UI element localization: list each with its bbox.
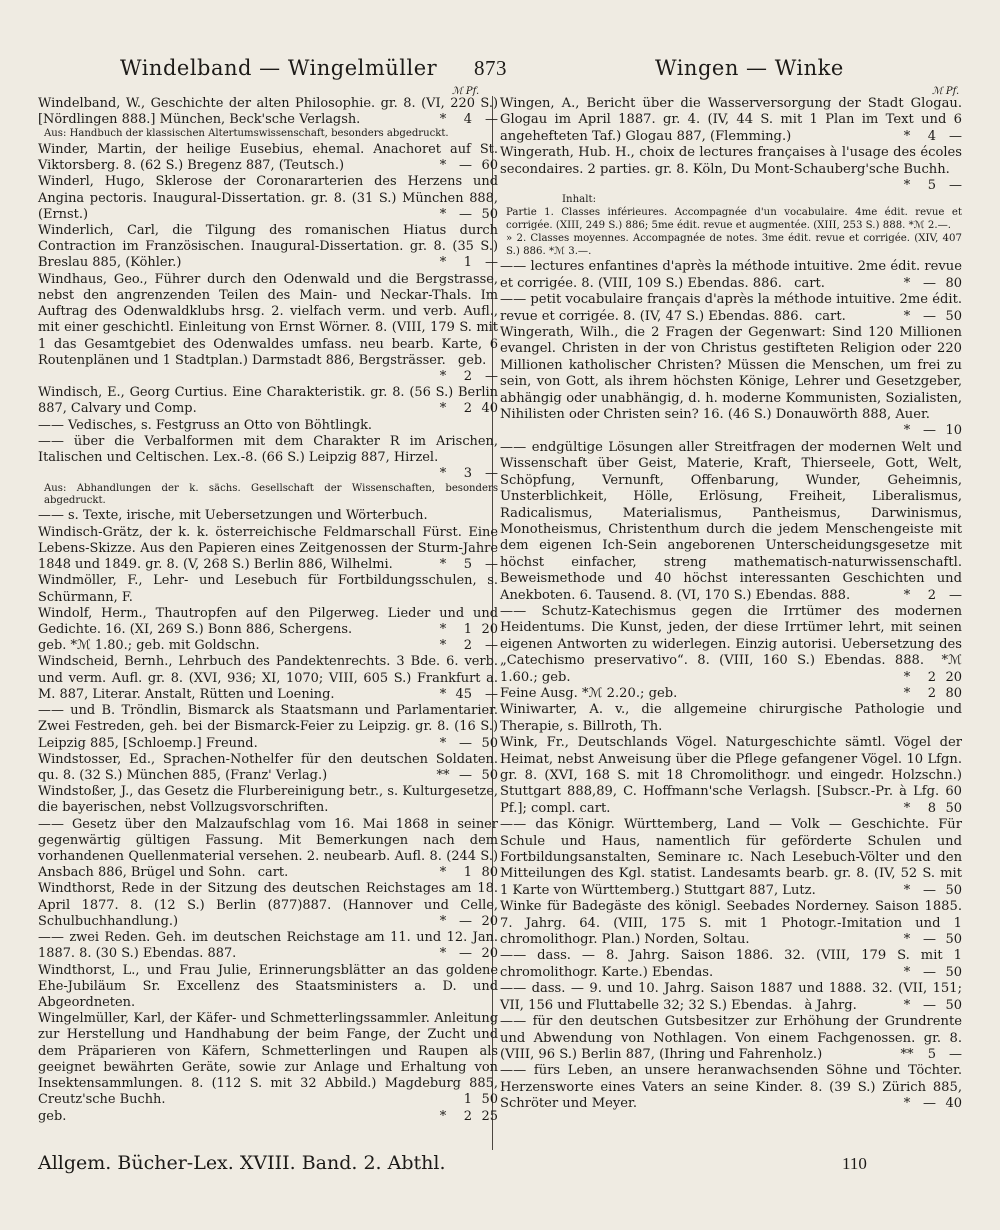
entry-text: —— lectures enfantines d'après la méthode intuitive. 2me édit. revue et corrigée. 8. (VIII, 109 S.) Ebendas. 886. [500,259,962,291]
entry-binding: cart. [814,308,846,324]
price-star: * [903,587,911,603]
entry-text: Windisch-Grätz, der k. k. österreichische Feldmarschall Fürst. Eine Lebens-Skizze. Aus den Papieren eines Zeitgenossen der Sturm-Jahre 1848 und 1849. gr. 8. (V, 268 S.) Berlin 886, Wilhelmi. [38,524,498,573]
price-pfennig: 80 [481,865,498,881]
price-star: * [439,368,447,384]
catalog-entry [38,638,498,654]
entry-price [436,946,498,962]
price-pfennig: 50 [945,932,962,948]
price-mark: 2 [463,638,472,654]
price-mark: 45 [455,686,472,702]
price-pfennig: — [949,128,962,144]
catalog-entry [38,963,498,1012]
entry-text: —— s. Texte, irische, mit Uebersetzungen und Wörterbuch. [38,508,428,524]
price-star: * [439,1108,447,1124]
entry-price [436,418,498,434]
price-mark: — [923,275,936,291]
price-pfennig: 40 [481,401,498,417]
entry-price [900,883,962,899]
price-mark: 2 [463,368,472,384]
entry-text: —— fürs Leben, an unsere heranwachsenden Söhne und Töchter. Herzensworte eines Vaters an seine Kinder. 8. (39 S.) Zürich 885, Schröter und Meyer. [500,1063,962,1112]
catalog-entry [38,385,498,417]
entry-text: —— das Königr. Württemberg, Land — Volk — Geschichte. Für Schule und Haus, namentlich für geförderte Schulen und Fortbildungsanstalten, Seminare ɪc. Nach Lesebuch-Völter und den Mitteilungen des Kgl. statist. Landesamts bearb. gr. 8. (IV, 52 S. mit 1 Karte von Württemberg.) Stuttgart 887, Lutz. [500,817,962,898]
price-pfennig: — [485,112,498,128]
price-column-label-left: ℳ Pf. [452,86,480,97]
entry-price [436,1109,498,1125]
price-mark: — [923,997,936,1013]
entry-price [436,800,498,816]
entry-text: —— über die Verbalformen mit dem Charakter R im Arischen, Italischen und Celtischen. Lex.-8. (66 S.) Leipzig 887, Hirzel. [38,433,498,466]
entry-text: —— Schutz-Katechismus gegen die Irrtümer des modernen Heidentums. Die Kunst, jeden, der diese Irrtümer lehrt, mit seinen eigenen Antworten zu widerlegen. Einzig autorisi. Uebersetzung des „Catechismo preservativo“. 8. (VIII, 160 S.) Ebendas. 888. [500,603,962,669]
price-pfennig: 50 [481,206,498,222]
catalog-entry [38,817,498,882]
entry-binding: cart. [794,275,825,291]
entry-price [900,998,962,1014]
running-head-left: Windelband — Wingelmüller [120,56,438,80]
entry-text: Windscheid, Bernh., Lehrbuch des Pandektenrechts. 3 Bde. 6. verb. und verm. Aufl. gr. 8. (XVI, 936; XI, 1070; VIII, 605 S.) Frankfurt a. M. 887, Literar. Anstalt, Rütten und Loening. [38,654,498,702]
catalog-entry [500,440,962,604]
catalog-entry [38,881,498,930]
entry-price [900,129,962,145]
right-column [500,96,962,1113]
catalog-entry [500,686,962,702]
price-pfennig: 50 [945,964,962,980]
entry-price [436,736,498,752]
catalog-entry [500,96,962,145]
price-star: * [903,932,911,948]
catalog-entry [500,259,962,292]
price-pfennig: 50 [945,800,962,816]
entry-binding: à Jahrg. [804,997,857,1013]
entry-text: geb. *ℳ 1.80.; geb. mit Goldschn. [38,638,260,654]
price-star: * [439,946,447,962]
catalog-entry [500,292,962,325]
price-star: * [903,128,911,144]
entry-text: —— endgültige Lösungen aller Streitfragen der modernen Welt und Wissenschaft über Geist, Materie, Kraft, Thierseele, Gott, Welt, Schöpfung, Vernunft, Offenbarung, Wunder, Geheimnis, Unsterblichkeit, Hölle, Erlösung, Freiheit, Liberalismus, Radicalismus, Materialismus, Pantheismus, Darwinismus, Monotheismus, Christenthum durch die jedem Menschengeiste mit dem eigenen Ich-Sein angeborenen Unterscheidungsgesetze mit höchst einfacher, streng mathematisch-naturwissenschaftl. Beweismethode und 40 höchst interessanten Geschichten und Anekboten. 6. Tausend. 8. (VI, 170 S.) Ebendas. 888. [500,439,962,603]
catalog-entry [38,654,498,703]
catalog-entry [38,930,498,962]
price-pfennig: 50 [481,1092,498,1108]
entry-text: Windthorst, L., und Frau Julie, Erinnerungsblätter an das goldene Ehe-Jubiläum Sr. Excellenz des Staatsministers a. D. und Abgeordneten. [38,962,498,1010]
price-mark: — [459,735,472,751]
entry-text: Windstoßer, J., das Gesetz die Flurbereinigung betr., s. Kulturgesetze, die bayerischen, nebst Vollzugsvorschriften. [38,784,498,816]
entry-price [436,401,498,417]
price-pfennig: 50 [481,735,498,751]
price-mark: — [923,308,936,324]
price-pfennig: — [485,368,498,384]
entry-text: —— zwei Reden. Geh. im deutschen Reichstage am 11. und 12. Jan. 1887. 8. (30 S.) Ebendas. 887. [38,930,498,962]
price-mark: 5 [927,178,936,194]
price-pfennig: — [949,1046,962,1062]
entry-text: Feine Ausg. *ℳ 2.20.; geb. [500,685,678,701]
entry-text: Winder, Martin, der heilige Eusebius, ehemal. Anachoret auf St. Viktorsberg. 8. (62 S.) Bregenz 887, (Teutsch.) [38,141,498,174]
price-mark: — [459,767,472,783]
entry-text: Winke für Badegäste des königl. Seebades Norderney. Saison 1885. 7. Jahrg. 64. (VIII, 175 S. mit 1 Photogr.-Imitation und 1 chromolithogr. Plan.) Norden, Soltau. [500,899,962,948]
price-star: * [439,466,447,482]
entry-price [436,112,498,128]
price-mark: 2 [927,587,936,603]
price-pfennig: — [485,255,498,271]
price-star: ** [436,767,450,783]
catalog-entry [500,145,962,194]
catalog-entry [38,1109,498,1125]
catalog-entry [500,817,962,899]
price-star: * [439,865,447,881]
price-pfennig: — [485,638,498,654]
price-pfennig: — [485,557,498,573]
catalog-entry [38,434,498,483]
catalog-entry [38,1011,498,1108]
footer-sheet-number: 110 [842,1154,867,1173]
price-star: * [903,964,911,980]
entry-note: » 2. Classes moyennes. Accompagnée de notes. 3me édit. revue et corrigée. (XIV, 407 S.) 886. *ℳ 3.—. [506,233,962,257]
price-star: * [903,997,911,1013]
price-mark: 8 [927,800,936,816]
entry-text: Wingen, A., Bericht über die Wasserversorgung der Stadt Glogau. Glogau im April 1887. gr. 4. (IV, 44 S. mit 1 Plan im Text und 6 angehefteten Taf.) Glogau 887, (Flemming.) [500,96,962,144]
entry-text: —— dass. — 8. Jahrg. Saison 1886. 32. (VIII, 179 S. mit 1 chromolithogr. Karte.) Ebendas. [500,948,962,980]
price-mark: — [923,1096,936,1112]
price-mark: — [459,206,472,222]
price-pfennig: 80 [945,685,962,701]
catalog-entry [38,784,498,816]
catalog-entry [38,418,498,434]
price-star: * [439,638,447,654]
entry-text: Windthorst, Rede in der Sitzung des deutschen Reichstages am 18. April 1877. 8. (12 S.) Berlin (877)887. (Hannover und Celle, Schulbuchhandlung.) [38,881,498,929]
price-star: * [439,401,447,417]
catalog-entry [38,142,498,174]
price-pfennig: 50 [945,308,962,324]
price-pfennig: — [949,178,962,194]
catalog-entry [500,325,962,440]
page-number: 873 [474,56,507,80]
price-pfennig: 25 [481,1108,498,1124]
entry-price [900,1096,962,1112]
price-column-label-right: ℳ Pf. [932,86,960,97]
entry-text: —— Gesetz über den Malzaufschlag vom 16. Mai 1868 in seiner gegenwärtig gültigen Fassung. Mit Bemerkungen nach dem vorhandenen Quellenmaterial versehen. 2. neubearb. Aufl. 8. (244 S.) Ansbach 886, Brügel und Sohn. [38,816,498,881]
entry-price [900,932,962,948]
price-star: * [439,913,447,929]
entry-text: —— Vedisches, s. Festgruss an Otto von Böhtlingk. [38,417,373,433]
entry-text: Winiwarter, A. v., die allgemeine chirurgische Pathologie und Therapie, s. Billroth, Th. [500,702,962,734]
price-star: * [903,1096,911,1112]
price-star: * [903,800,911,816]
price-mark: 4 [927,128,936,144]
entry-price [436,687,498,703]
entry-text: Windelband, W., Geschichte der alten Philosophie. gr. 8. (VI, 220 S.) [Nördlingen 888.] München, Beck'sche Verlagsh. [38,96,498,128]
entry-price [436,768,498,784]
entry-price [436,255,498,271]
entry-price [436,207,498,223]
catalog-entry [38,174,498,223]
price-mark: — [923,882,936,898]
entry-price [900,588,962,604]
entry-text: Wingerath, Hub. H., choix de lectures françaises à l'usage des écoles secondaires. 2 parties. gr. 8. Köln, Du Mont-Schauberg'sche Buchh. [500,145,962,177]
entry-text: —— dass. — 9. und 10. Jahrg. Saison 1887 und 1888. 32. (VII, 151; VII, 156 und Fluttabelle 32; 32 S.) Ebendas. [500,981,962,1013]
price-mark: 2 [463,401,472,417]
price-mark: 1 [463,255,472,271]
entry-price [900,801,962,817]
entry-text: Windstosser, Ed., Sprachen-Nothelfer für den deutschen Soldaten. qu. 8. (32 S.) München 885, (Franz' Verlag.) [38,751,498,783]
catalog-entry [500,981,962,1014]
price-star: * [903,423,911,439]
entry-text: —— petit vocabulaire français d'après la méthode intuitive. 2me édit. revue et corrigée. 8. (IV, 47 S.) Ebendas. 886. [500,292,962,324]
price-pfennig: 50 [945,882,962,898]
price-mark: 5 [927,1046,936,1062]
price-pfennig: 20 [481,946,498,962]
price-star: * [903,685,911,701]
catalog-entry [38,752,498,784]
price-pfennig: 20 [481,913,498,929]
price-star: ** [900,1046,914,1062]
running-head [0,52,1000,92]
price-star: * [903,882,911,898]
price-star: * [439,621,447,637]
entry-text: Windhaus, Geo., Führer durch den Odenwald und die Bergstrasse, nebst den angrenzenden Teilen des Main- und Neckar-Thals. Im Auftrag des Odenwaldklubs hrsg. 2. vielfach verm. und verb. Aufl., mit einer geschichtl. Einleitung von Ernst Wörner. 8. (VIII, 179 S. mit 1 das Gesamtgebiet des Odenwaldes umfass. neu bearb. Karte, 6 Routenplänen und 1 Stadtplan.) Darmstadt 886, Bergsträsser. [38,271,498,368]
entry-price [900,670,962,686]
entry-binding: geb. [457,352,487,368]
price-mark: 2 [927,669,936,685]
entry-price [436,914,498,930]
entry-text: Winderlich, Carl, die Tilgung des romanischen Hiatus durch Contraction im Französischen. Inaugural-Dissertation. gr. 8. (35 S.) Breslau 885, (Köhler.) [38,223,498,271]
price-star: * [903,275,911,291]
price-mark: — [459,913,472,929]
price-pfennig: 10 [945,423,962,439]
catalog-entry [38,525,498,574]
price-pfennig: — [485,466,498,482]
price-pfennig: — [949,587,962,603]
entry-price [436,865,498,881]
price-star: * [903,308,911,324]
entry-binding: *ℳ 1.60.; geb. [500,653,962,685]
price-mark: — [923,964,936,980]
price-mark: 1 [463,865,472,881]
price-mark: — [459,946,472,962]
price-star: * [439,686,447,702]
price-pfennig: 40 [945,1096,962,1112]
catalog-entry [500,702,962,735]
catalog-entry [38,703,498,752]
price-pfennig: 20 [945,669,962,685]
entry-price [900,1047,962,1063]
entry-price [436,158,498,174]
price-star: * [903,669,911,685]
catalog-entry [500,899,962,948]
catalog-entry [500,1063,962,1112]
entry-price [436,508,498,524]
contents-heading: Inhalt: [562,194,597,206]
footer-signature: Allgem. Bücher-Lex. XVIII. Band. 2. Abthl. [38,1152,446,1174]
price-star: * [439,735,447,751]
entry-text: —— für den deutschen Gutsbesitzer zur Erhöhung der Grundrente und Abwendung von Nothlagen. Von einem Fachgenossen. gr. 8. (VIII, 96 S.) Berlin 887, (Ihring und Fahrenholz.) [500,1014,962,1062]
price-star: * [439,255,447,271]
entry-price [900,423,962,439]
catalog-entry [500,1014,962,1063]
price-mark: 1 [463,621,472,637]
catalog-entry [500,735,962,817]
entry-text: geb. [38,1108,67,1124]
price-pfennig: 50 [945,997,962,1013]
price-mark: — [923,932,936,948]
price-pfennig: 20 [481,621,498,637]
entry-price [436,638,498,654]
price-mark: — [459,158,472,174]
running-head-right: Wingen — Winke [655,56,844,80]
catalog-entry [38,96,498,128]
entry-text: Winderl, Hugo, Sklerose der Coronararterien des Herzens und Angina pectoris. Inaugural-Dissertation. gr. 8. (31 S.) München 888, (Ernst.) [38,174,498,222]
price-star: * [439,206,447,222]
catalog-entry [38,272,498,386]
entry-note: Aus: Abhandlungen der k. sächs. Gesellschaft der Wissenschaften, besonders abgedruckt. [44,482,498,506]
entry-binding: cart. [257,865,289,881]
catalog-entry [38,606,498,638]
entry-text: Wink, Fr., Deutschlands Vögel. Naturgeschichte sämtl. Vögel der Heimat, nebst Anweisung über die Pflege gefangener Vögel. 10 Lfgn. gr. 8. (XVI, 168 S. mit 18 Chromolithogr. und eingedr. Holzschn.) Stuttgart 888,89, C. Hoffmann'sche Verlagsh. [Subscr.-Pr. à Lfg. 60 Pf.]; compl. cart. [500,735,962,816]
entry-price [436,1092,498,1108]
entry-note: Partie 1. Classes inférieures. Accompagnée d'un vocabulaire. 4me édit. revue et corrigée. (XIII, 249 S.) 886; 5me édit. revue et augmentée. (XIII, 253 S.) 888. *ℳ 2.—. [506,207,962,231]
price-mark: 2 [463,1108,472,1124]
catalog-entry [38,573,498,605]
entry-text: Windolf, Herm., Thautropfen auf den Pilgerweg. Lieder und und Gedichte. 16. (XI, 269 S.) Bonn 886, Schergens. [38,605,498,637]
entry-price [436,622,498,638]
left-column [38,96,498,1125]
entry-price [900,719,962,735]
entry-price [900,309,962,325]
entry-text: Wingerath, Wilh., die 2 Fragen der Gegenwart: Sind 120 Millionen evangel. Christen in der von Christus gestifteten Religion oder 220 Millionen katholischer Christen? Müssen die Menschen, um frei zu sein, von Gott, als ihrem höchsten Könige, Lehrer und Gesetzgeber, abhängig oder unabhängig, d. h. moderne Kommunisten, Sozialisten, Nihilisten oder Christen sein? 16. (46 S.) Donauwörth 888, Auer. [500,325,962,423]
page-footer [0,1152,1000,1182]
entry-price [900,276,962,292]
price-pfennig: 60 [481,158,498,174]
price-mark: 1 [463,1092,472,1108]
price-mark: 4 [463,112,472,128]
entry-price [436,995,498,1011]
entry-price [900,178,962,194]
entry-price [436,369,498,385]
price-pfennig: 50 [481,767,498,783]
price-star: * [439,158,447,174]
catalog-entry [38,508,498,524]
price-star: * [903,178,911,194]
entry-text: Wingelmüller, Karl, der Käfer- und Schmetterlingssammler. Anleitung zur Herstellung und Handhabung der beim Fange, der Zucht und dem Präparieren von Käfern, Schmetterlingen und Raupen als geeignet bewährten Geräte, sowie zur Anlage und Erhaltung von Insektensammlungen. 8. (112 S. mit 32 Abbild.) Magdeburg 885, Creutz'sche Buchh. [38,1011,498,1108]
price-mark: 3 [463,466,472,482]
entry-price [436,466,498,482]
entry-text: —— und B. Tröndlin, Bismarck als Staatsmann und Parlamentarier. Zwei Festreden, geh. bei der Bismarck-Feier zu Leipzig. gr. 8. (16 S.) Leipzig 885, [Schloemp.] Freund. [38,703,498,751]
price-mark: 5 [463,557,472,573]
catalog-entry [38,223,498,272]
entry-note: Aus: Handbuch der klassischen Altertumswissenschaft, besonders abgedruckt. [44,128,449,140]
catalog-entry [500,948,962,981]
entry-price [900,686,962,702]
price-star: * [439,557,447,573]
price-mark: — [923,423,936,439]
price-pfennig: — [485,686,498,702]
catalog-entry [500,604,962,686]
entry-price [436,590,498,606]
price-pfennig: 80 [945,275,962,291]
price-mark: 2 [927,685,936,701]
entry-price [436,557,498,573]
price-star: * [439,112,447,128]
entry-price [900,965,962,981]
entry-text: Windisch, E., Georg Curtius. Eine Charakteristik. gr. 8. (56 S.) Berlin 887, Calvary und Comp. [38,385,498,417]
entry-text: Windmöller, F., Lehr- und Lesebuch für Fortbildungsschulen, s. Schürmann, F. [38,573,498,605]
